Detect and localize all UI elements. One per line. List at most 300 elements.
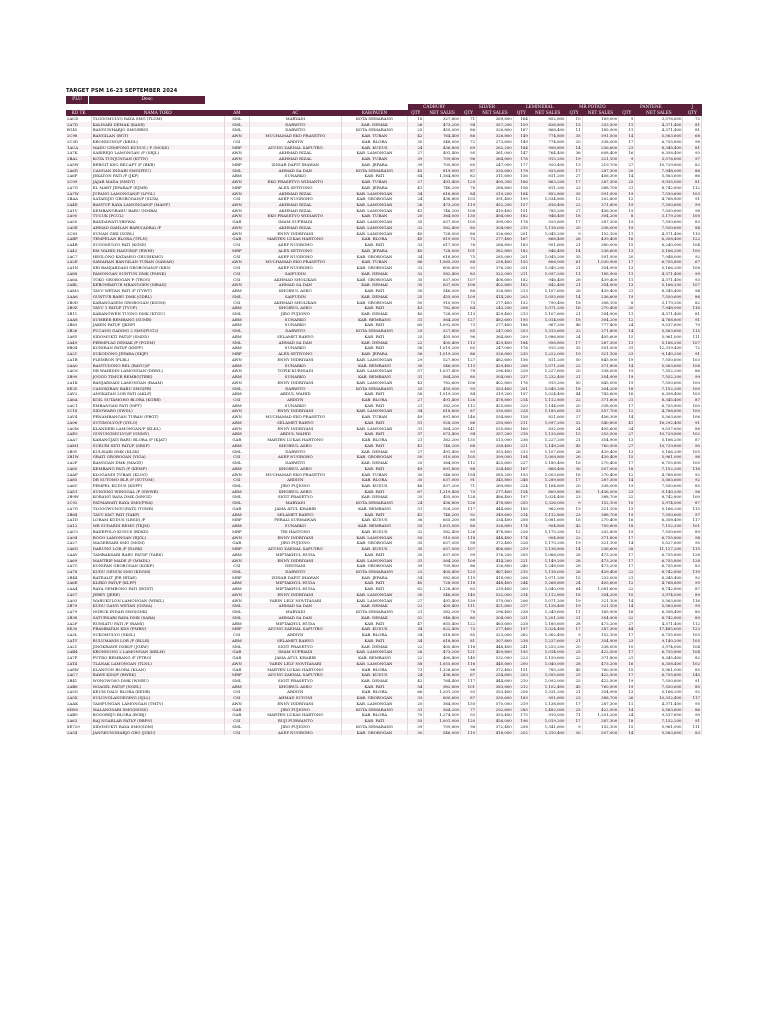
table-cell: 256 [513,689,529,695]
table-cell: 20 [566,139,582,145]
table-cell: 2AC7 [66,672,91,678]
table-cell: 6,755,800 [635,535,683,541]
column-header[interactable]: QTY [513,110,529,116]
table-cell: 31 [408,558,424,564]
table-cell: 429,400 [477,340,514,346]
table-cell: 239,400 [477,586,514,592]
table-cell: PEMPEL KUDUS (KDPP) [91,483,224,489]
table-cell: 270,400 [582,472,619,478]
table-cell: KAB. BLORA [341,477,408,483]
table-cell: 806,000 [529,259,566,265]
table-cell: 16 [566,472,582,478]
table-cell: ABM [224,403,249,409]
table-cell: KAB. TUBAN [341,414,408,420]
table-cell: 83 [683,563,702,569]
table-cell: 338,000 [582,403,619,409]
table-cell: 353,400 [477,689,514,695]
table-row[interactable] [66,380,702,386]
column-header[interactable]: QTY [408,110,424,116]
table-cell: 270,400 [582,305,619,311]
table-cell: AWN [224,701,249,707]
table-cell: 4,371,400 [635,277,683,283]
table-cell: RAYA GEMBONG PATI (RGDT) [91,586,224,592]
table-cell: 422,500 [582,649,619,655]
table-cell: 285,000 [477,254,514,260]
table-cell: 2A90 [66,213,91,219]
table-cell: 455,000 [424,294,461,300]
table-cell: 4,371,400 [635,621,683,627]
table-cell: 1,107,600 [529,288,566,294]
table-cell: 35 [408,219,424,225]
table-cell: 26 [566,288,582,294]
table-cell: 24 [619,712,635,718]
table-cell: 45 [408,236,424,242]
column-header[interactable]: QTY [461,110,477,116]
table-cell: KUDU GENUK SMG (KDGM) [91,569,224,575]
table-cell: KAB. LAMONGAN [341,191,408,197]
table-cell: 14 [566,546,582,552]
table-cell: 946,400 [529,213,566,219]
table-cell: 277,400 [477,489,514,495]
table-cell: 95 [683,580,702,586]
table-cell: SML [224,569,249,575]
table-cell: 92 [683,575,702,581]
group-header: LEMINERAL [513,104,566,110]
table-cell: 364,000 [424,701,461,707]
table-cell: 2A42 [66,248,91,254]
table-cell: 34 [408,626,424,632]
table-cell: 117 [683,517,702,523]
table-cell: 422,500 [582,707,619,713]
table-cell: 95 [683,701,702,707]
table-cell: 357,200 [477,431,514,437]
table-cell: KAB. DEMAK [341,311,408,317]
filter-value[interactable]: Desc [88,96,205,104]
column-header[interactable]: AC [249,110,341,116]
table-cell: 16 [619,150,635,156]
table-cell: 1,268,800 [529,580,566,586]
table-cell: 149 [513,139,529,145]
column-header[interactable]: QTY [619,110,635,116]
column-header[interactable]: KD TK [66,110,91,116]
table-cell: 195 [513,649,529,655]
table-cell: 2A6C [66,483,91,489]
table-cell: 35 [408,540,424,546]
column-header[interactable]: NET SALES [477,110,514,116]
table-cell: 40 [408,248,424,254]
table-cell: 27 [408,150,424,156]
table-cell: 2A1V [66,208,91,214]
table-cell: AWN [224,213,249,219]
table-cell: 92 [461,512,477,518]
table-cell: ABM [224,363,249,369]
table-cell: 214 [513,592,529,598]
table-cell: 304,200 [582,386,619,392]
table-cell: KAB. LAMONGAN [341,219,408,225]
table-cell: 24 [619,322,635,328]
table-cell: 25 [619,179,635,185]
table-cell: 32 [408,225,424,231]
table-cell: 2AA4 [66,586,91,592]
table-cell: MRP [224,517,249,523]
table-row[interactable] [66,701,702,707]
table-cell: 24 [408,500,424,506]
table-cell: SML [224,386,249,392]
table-cell: 17 [566,701,582,707]
table-cell: 15 [619,667,635,673]
table-cell: 6,755,800 [635,672,683,678]
table-cell: 8,345,400 [635,397,683,403]
table-cell: 118 [461,644,477,650]
table-cell: 55 [408,523,424,529]
table-cell: 115 [683,506,702,512]
table-cell: 2A94 [66,535,91,541]
table-cell: 1,040,000 [529,586,566,592]
table-cell: 184 [513,340,529,346]
table-cell: ABDUL WAHID [249,431,341,437]
table-cell: 491,400 [424,150,461,156]
table-cell: 78 [461,609,477,615]
table-cell: 354,900 [582,311,619,317]
table-cell: 93 [461,386,477,392]
table-cell: 37 [408,431,424,437]
table-row[interactable] [66,311,702,317]
table-cell: 1,107,600 [529,311,566,317]
table-cell: 12 [619,472,635,478]
table-cell: 507,000 [582,730,619,736]
table-cell: 177 [513,162,529,168]
table-cell: 16 [619,609,635,615]
table-cell: 2AA0 [66,363,91,369]
table-cell: MARTEN LUKAS HARTONO [249,712,341,718]
table-cell: AWN [224,156,249,162]
table-cell: 2AC1 [66,403,91,409]
table-cell: 11 [619,231,635,237]
table-cell: 946,400 [424,615,461,621]
table-cell: SUNARKO [249,317,341,323]
table-cell: 152,100 [582,632,619,638]
table-cell: 5,166,200 [635,340,683,346]
table-cell: 22 [566,535,582,541]
table-cell: KUNIRAN PATI/F (KNPP) [91,345,224,351]
table-cell: 228 [513,621,529,627]
table-cell: 28 [566,552,582,558]
column-header[interactable]: NET SALES [635,110,683,116]
table-cell: 93 [461,449,477,455]
table-cell: KLOGANDI TUBAN (KLOG) [91,472,224,478]
table-cell: 2A50 [66,219,91,225]
table-cell: 13 [619,282,635,288]
table-cell: 20 [408,701,424,707]
table-cell: 1,232,400 [529,374,566,380]
table-cell: KAB. LAMONGAN [341,661,408,667]
table-cell: 212 [513,684,529,690]
table-cell: 637,000 [424,282,461,288]
table-cell: 637,000 [424,477,461,483]
table-cell: CSI [224,277,249,283]
table-cell: SIGIT PRASETYO [249,644,341,650]
table-row[interactable] [66,552,702,558]
table-cell: 2A7C [66,563,91,569]
table-cell: 564,200 [424,426,461,432]
table-cell: 22 [408,655,424,661]
table-cell: 91 [683,196,702,202]
table-cell: KOTA SEMARANG [341,386,408,392]
table-cell: 16 [619,236,635,242]
table-cell: ABM [224,552,249,558]
table-cell: 127 [461,317,477,323]
table-cell: 811,200 [529,357,566,363]
table-cell: 287,300 [582,340,619,346]
table-cell: 1,014,000 [529,317,566,323]
table-cell: 557,700 [582,408,619,414]
table-cell: 15 [619,454,635,460]
table-cell: CSI [224,695,249,701]
table-cell: KHOIRUL ASRO [249,443,341,449]
table-cell: 1,164,800 [529,483,566,489]
table-cell: 151 [513,667,529,673]
table-cell: 31 [408,374,424,380]
table-cell: 100 [683,380,702,386]
table-cell: KEMBANG PATI /F (KEMP) [91,466,224,472]
table-cell: 6,755,800 [635,563,683,569]
column-header[interactable]: NET SALES [424,110,461,116]
table-cell: 842,400 [529,282,566,288]
table-cell: 287,300 [582,168,619,174]
table-cell: 12 [566,529,582,535]
table-cell: 1ACA [66,145,91,151]
group-header: MR POTATO [566,104,619,110]
table-cell: 70 [683,322,702,328]
table-cell: KAB. DEMAK [341,122,408,128]
table-cell: KAB. GROBOGAN [341,730,408,736]
table-cell: 174 [513,523,529,529]
table-cell: KAB. BLORA [341,667,408,673]
table-cell: 1,045,200 [529,231,566,237]
table-cell: 27 [408,397,424,403]
table-cell: KAB. LAMONGAN [341,426,408,432]
table-cell: 6,240,000 [635,242,683,248]
table-cell: 10,729,800 [635,162,683,168]
table-cell: 288,800 [477,242,514,248]
table-cell: 236 [513,437,529,443]
table-cell: 31 [408,317,424,323]
column-header[interactable]: KAB/PATEN [341,110,408,116]
table-cell: 1,071,200 [529,598,566,604]
table-cell: 19 [619,225,635,231]
table-cell: 6,358,400 [635,609,683,615]
table-cell: 112 [461,403,477,409]
table-cell: SML [224,500,249,506]
table-cell: 52 [408,615,424,621]
table-cell: 490,200 [477,179,514,185]
table-cell: 14 [566,294,582,300]
table-cell: 176 [513,380,529,386]
table-cell: WARUKULON LAMONGAN (WRKL) [91,598,224,604]
table-row[interactable] [66,265,702,271]
table-cell: 2AB4 [66,649,91,655]
table-row[interactable] [66,730,702,736]
table-cell: 213 [513,288,529,294]
table-cell: SUNARKO [249,322,341,328]
table-cell: 100 [683,386,702,392]
table-cell: 235 [513,351,529,357]
column-header[interactable]: NAMA TOKO [91,110,224,116]
table-cell: 5,563,600 [635,328,683,334]
table-cell: 1,055,600 [529,294,566,300]
table-cell: 150 [461,598,477,604]
table-cell: 83 [461,271,477,277]
table-cell: 436,800 [424,196,461,202]
table-cell: 4,371,400 [635,122,683,128]
table-cell: 6,755,800 [635,139,683,145]
table-cell: 826,800 [529,122,566,128]
table-row[interactable] [66,437,702,443]
table-cell: 2A57 [66,592,91,598]
table-cell: CSI [224,730,249,736]
table-cell: 400,400 [424,644,461,650]
table-cell: 2AS1 [66,489,91,495]
table-cell: KAB. PATI [341,638,408,644]
table-cell: SML [224,127,249,133]
table-cell: KAB. PATI [341,621,408,627]
table-cell: 2A7K [66,150,91,156]
table-cell: 709,800 [424,563,461,569]
table-cell: ABM [224,305,249,311]
column-header[interactable]: QTY [683,110,702,116]
table-cell: 2C18 [66,408,91,414]
table-cell: 774,800 [529,139,566,145]
table-cell: 17 [566,718,582,724]
table-cell: 1,164,800 [424,173,461,179]
table-cell: 270,400 [582,460,619,466]
table-cell: 194 [513,454,529,460]
table-cell: 217 [513,603,529,609]
table-cell: 89 [683,615,702,621]
table-cell: 122 [683,236,702,242]
table-cell: 353,400 [477,386,514,392]
table-cell: KAB. LAMONGAN [341,649,408,655]
table-cell: TLANAK LAMONGAN (TLNL) [91,661,224,667]
table-cell: 5,563,600 [635,603,683,609]
table-cell: 321,100 [582,598,619,604]
table-cell: 591,500 [582,254,619,260]
table-cell: AKHMAD RIZAL [249,150,341,156]
table-cell: 7,550,600 [635,380,683,386]
table-row[interactable] [66,116,702,122]
table-cell: 80 [461,225,477,231]
table-cell: 17 [619,558,635,564]
table-cell: 507,000 [582,466,619,472]
table-cell: 86 [461,523,477,529]
column-header[interactable]: NET SALES [529,110,566,116]
table-cell: 21 [619,575,635,581]
table-cell: 1,310,400 [529,730,566,736]
table-cell: 236,600 [582,546,619,552]
table-cell: 258,400 [477,259,514,265]
table-cell: 71 [461,483,477,489]
table-cell: 101 [461,684,477,690]
table-cell: 7,550,600 [635,208,683,214]
table-cell: 21 [619,185,635,191]
table-cell: 425,600 [477,403,514,409]
table-cell: PRAMBATAN KDS (PMBN) [91,626,224,632]
table-row[interactable] [66,271,702,277]
column-header[interactable]: NET SALES [582,110,619,116]
table-cell: 863,200 [529,179,566,185]
table-row[interactable] [66,202,702,208]
table-cell: 800,800 [529,489,566,495]
table-cell: AYUNG ZAENAL SAPUTRO [249,546,341,552]
table-cell: 2A0M [66,426,91,432]
table-cell: 75 [461,254,477,260]
table-cell: 618,800 [424,638,461,644]
table-cell: ASEP NUGROHO [249,196,341,202]
table-cell: 108 [461,208,477,214]
table-cell: BANDAWATU(BDWA) [91,219,224,225]
table-cell: 39 [408,162,424,168]
table-cell: 62 [408,586,424,592]
table-cell: 1,112,800 [529,512,566,518]
table-cell: 422,500 [582,678,619,684]
table-cell: 46 [408,483,424,489]
table-cell: KHOIRUL ASRO [249,305,341,311]
table-cell: MUCHAMAD EKO PRASETYO [249,133,341,139]
table-cell: KAB. LAMONGAN [341,380,408,386]
table-cell: DR WAHIDIN LAMONGAN (DRWL) [91,368,224,374]
table-cell: 1,019,200 [529,718,566,724]
column-header[interactable]: AM [224,110,249,116]
table-cell: CSI [224,563,249,569]
table-cell: 463,600 [477,621,514,627]
table-cell: 473,200 [424,649,461,655]
table-cell: 410,400 [477,208,514,214]
table-cell: 2A96 [66,420,91,426]
table-cell: 910,000 [424,535,461,541]
table-cell: 1,019,200 [424,351,461,357]
table-cell: 1,097,200 [529,271,566,277]
table-cell: 49 [408,466,424,472]
table-cell: 388,700 [582,185,619,191]
table-cell: BOGOREJO BLORA (BGBJ) [91,712,224,718]
table-cell: 915,200 [529,380,566,386]
column-header[interactable]: QTY [566,110,582,116]
table-cell: 307,800 [477,638,514,644]
table-cell: 176 [513,156,529,162]
table-cell: 109 [461,558,477,564]
table-cell: 40 [408,311,424,317]
table-cell: 928,200 [424,420,461,426]
table-cell: ENNY INDRIYANI [249,701,341,707]
table-cell: 2A5E [66,225,91,231]
table-cell: 1,249,600 [529,609,566,615]
table-cell: RM WAHID HASYIM/F (RWHI) [91,248,224,254]
table-cell: MARTEN LUKAS HARTONO [249,667,341,673]
table-cell: 35 [566,345,582,351]
table-cell: 1,227,200 [529,437,566,443]
table-cell: B145 [66,127,91,133]
table-cell: KAB. LAMONGAN [341,701,408,707]
table-cell: 2A7D [66,122,91,128]
table-cell: 135 [461,437,477,443]
table-cell: 17 [566,626,582,632]
table-cell: 15 [619,334,635,340]
report-page [66,88,702,735]
table-cell: 183 [513,242,529,248]
table-cell: SML [224,483,249,489]
table-cell: KAB. BLORA [341,139,408,145]
table-cell: 491,400 [424,397,461,403]
